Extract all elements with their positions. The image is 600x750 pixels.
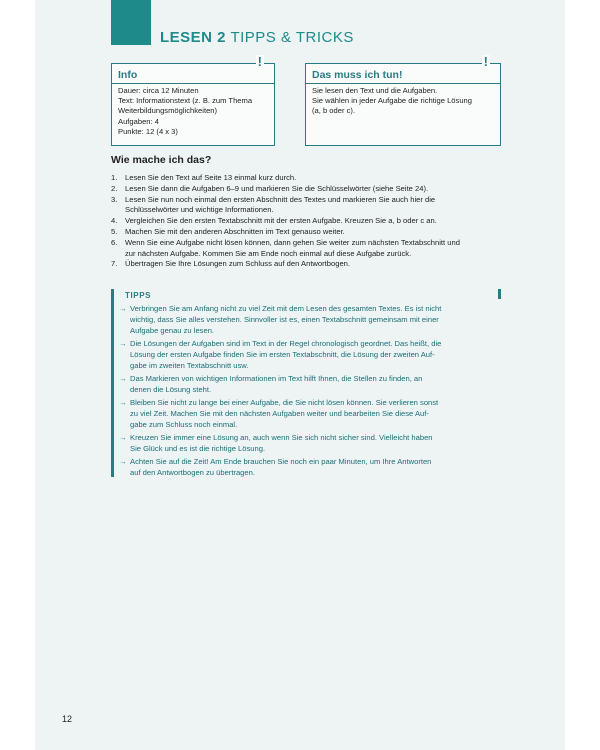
- step-item: [111, 184, 501, 195]
- step-line: Wenn Sie eine Aufgabe nicht lösen können, dann gehen Sie weiter zum nächsten Textabschnitt und: [125, 237, 460, 247]
- tip-item: [119, 339, 497, 371]
- info-box: [111, 54, 275, 146]
- task-line: Sie wählen in jeder Aufgabe die richtige Lösung: [312, 96, 473, 106]
- step-number: 3.: [111, 194, 118, 204]
- tip-line: Verbringen Sie am Anfang nicht zu viel Zeit mit dem Lesen des gesamten Textes. Es ist nicht: [130, 304, 442, 313]
- tip-item: [119, 374, 497, 396]
- tip-line: Das Markieren von wichtigen Informationen im Text hilft Ihnen, die Stellen zu finden, an: [130, 373, 423, 383]
- tip-item: [119, 457, 497, 479]
- step-number: 2.: [111, 183, 118, 193]
- info-box-title: Info: [118, 69, 138, 81]
- arrow-right-icon: →: [119, 398, 127, 408]
- step-line: Machen Sie mit den anderen Abschnitten im Text genauso weiter.: [125, 226, 345, 236]
- tip-line: gabe im zweiten Textabschnitt usw.: [130, 360, 249, 370]
- tip-line: Lösung der ersten Aufgabe finden Sie im ersten Textabschnitt, die Lösung der zweiten Auf-: [130, 349, 435, 359]
- step-number: 7.: [111, 259, 118, 269]
- info-line: Aufgaben: 4: [118, 116, 159, 126]
- exclamation-icon: !: [257, 54, 262, 69]
- tip-line: auf den Antwortbogen zu übertragen.: [130, 468, 255, 478]
- step-item: [111, 195, 501, 217]
- step-number: 1.: [111, 173, 118, 182]
- info-box-divider: [112, 83, 274, 84]
- step-line: Lesen Sie nun noch einmal den ersten Abschnitt des Textes und markieren Sie auch hier die: [125, 194, 436, 204]
- tip-line: gabe zum Schluss noch einmal.: [130, 419, 238, 429]
- steps-list: [111, 173, 501, 270]
- page-title-bold: LESEN 2: [160, 29, 227, 46]
- step-number: 4.: [111, 216, 118, 226]
- task-line: Sie lesen den Text und die Aufgaben.: [312, 86, 438, 95]
- tip-line: Die Lösungen der Aufgaben sind im Text in der Regel chronologisch geordnet. Das heißt, die: [130, 338, 442, 348]
- info-line: Weiterbildungsmöglichkeiten): [118, 106, 218, 116]
- tips-right-bar: [498, 289, 501, 299]
- info-line: Punkte: 12 (4 x 3): [118, 126, 178, 136]
- info-line: Text: Informationstext (z. B. zum Thema: [118, 96, 253, 106]
- step-item: [111, 238, 501, 260]
- howto-heading: Wie mache ich das?: [111, 154, 212, 166]
- tip-item: [119, 398, 497, 430]
- tip-item: [119, 433, 497, 455]
- step-item: [111, 173, 501, 184]
- task-box-divider: [306, 83, 500, 84]
- task-box-title: Das muss ich tun!: [312, 69, 403, 81]
- tip-line: wichtig, dass Sie alles verstehen. Sinnvoller ist es, einen Textabschnitt gemeinsam mit einer: [130, 314, 439, 324]
- task-box: [305, 54, 501, 146]
- info-line: Dauer: circa 12 Minuten: [118, 86, 199, 95]
- task-box-lines: [312, 86, 496, 117]
- step-line: Lesen Sie dann die Aufgaben 6–9 und markieren Sie die Schlüsselwörter (siehe Seite 24).: [125, 183, 429, 193]
- arrow-right-icon: →: [119, 338, 127, 348]
- arrow-right-icon: →: [119, 433, 127, 443]
- tip-line: Kreuzen Sie immer eine Lösung an, auch wenn Sie sich nicht sicher sind. Vielleicht haben: [130, 433, 433, 443]
- tips-list: [119, 304, 497, 482]
- exclamation-icon: !: [483, 54, 488, 69]
- tip-line: Achten Sie auf die Zeit! Am Ende brauchen Sie noch ein paar Minuten, um Ihre Antworten: [130, 457, 432, 467]
- page-title: [160, 29, 354, 46]
- step-item: [111, 216, 501, 227]
- tips-title: TIPPS: [125, 291, 152, 300]
- step-number: 5.: [111, 226, 118, 236]
- step-item: [111, 227, 501, 238]
- tip-line: zu viel Zeit. Machen Sie mit den nächsten Aufgaben weiter und bearbeiten Sie diese Auf-: [130, 408, 429, 418]
- arrow-right-icon: →: [119, 304, 127, 313]
- page-number: 12: [62, 714, 73, 724]
- teal-header-block: [111, 0, 151, 45]
- step-number: 6.: [111, 237, 118, 247]
- tip-item: [119, 304, 497, 336]
- arrow-right-icon: →: [119, 373, 127, 383]
- step-line: Übertragen Sie Ihre Lösungen zum Schluss auf den Antwortbogen.: [125, 259, 351, 269]
- tip-line: Bleiben Sie nicht zu lange bei einer Aufgabe, die Sie nicht lösen können. Sie verlieren sonst: [130, 398, 439, 408]
- step-line: Vergleichen Sie den ersten Textabschnitt mit der ersten Aufgabe. Kreuzen Sie a, b oder c an.: [125, 216, 437, 226]
- step-line: zur nächsten Aufgabe. Kommen Sie am Ende noch einmal auf diese Aufgabe zurück.: [125, 248, 412, 258]
- page-title-rest: TIPPS & TRICKS: [230, 29, 354, 46]
- tips-left-bar: [111, 289, 114, 477]
- tip-line: denen die Lösung steht.: [130, 384, 212, 394]
- tip-line: Sie Glück und es ist die richtige Lösung.: [130, 443, 266, 453]
- tip-line: Aufgabe genau zu lesen.: [130, 325, 215, 335]
- step-line: Lesen Sie den Text auf Seite 13 einmal kurz durch.: [125, 173, 297, 182]
- step-item: [111, 259, 501, 270]
- info-box-lines: [118, 86, 270, 137]
- tips-box: [111, 289, 501, 480]
- task-line: (a, b oder c).: [312, 106, 356, 116]
- arrow-right-icon: →: [119, 457, 127, 467]
- step-line: Schlüsselwörter und wichtige Informationen.: [125, 205, 274, 215]
